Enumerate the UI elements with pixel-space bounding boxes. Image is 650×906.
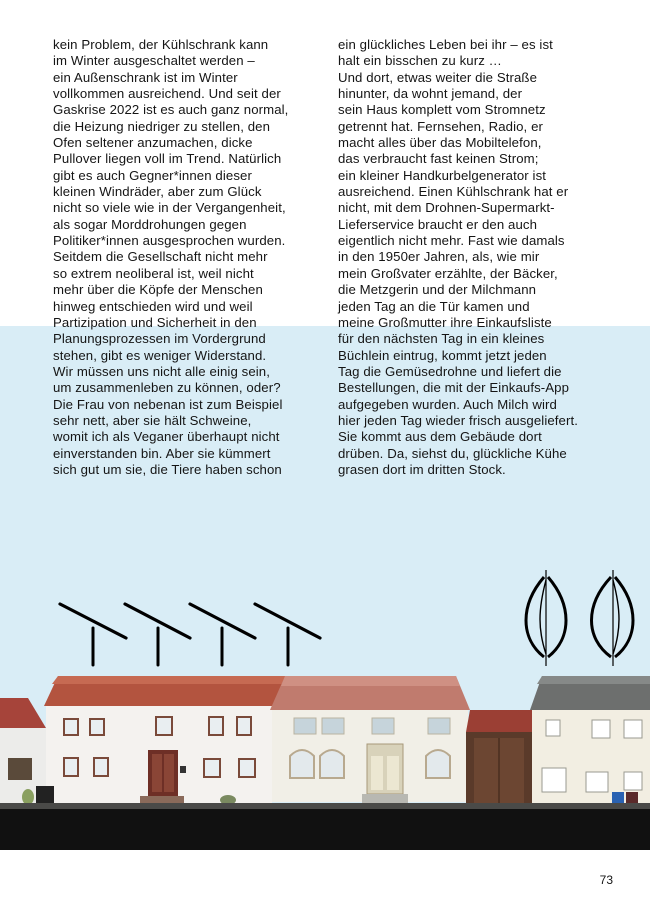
text-line: jeden Tag an die Tür kamen und [338,298,530,314]
text-line: Ofen seltener anzumachen, dicke [53,135,253,151]
text-line: getrennt hat. Fernsehen, Radio, er [338,118,543,134]
text-line: das verbraucht fast keinen Strom; [338,151,539,167]
wind-turbine [255,604,320,665]
text-line: ausreichend. Einen Kühlschrank hat er [338,184,569,200]
text-line: ein glückliches Leben bei ihr – es ist [338,37,553,52]
text-line: sich gut um sie, die Tiere haben schon [53,461,282,477]
text-line: Lieferservice braucht er den auch [338,216,538,232]
text-line: ein Außenschrank ist im Winter [53,69,238,85]
text-line: gibt es auch Gegner*innen dieser [53,167,252,183]
text-line: einverstanden bin. Aber sie kümmert [53,445,271,461]
text-line: Pullover liegen voll im Trend. Natürlich [53,151,282,167]
text-line: im Winter ausgeschaltet werden – [53,53,255,69]
text-line: nicht so viele wie in der Vergangenheit, [53,200,286,216]
text-line: Planungsprozessen im Vordergrund [53,331,266,347]
text-line: meine Großmutter ihre Einkaufsliste [338,314,552,330]
text-line: Büchlein eintrug, kommt jetzt jeden [338,347,547,363]
village-street-illustration [0,520,650,860]
text-line: die Metzgerin und der Milchmann [338,282,537,298]
text-line: nicht, mit dem Drohnen-Supermarkt- [338,200,555,216]
vertical-wind-turbine [592,570,634,666]
text-line: Gaskrise 2022 ist es auch ganz normal, [53,102,289,118]
text-line: Wir müssen uns nicht alle einig sein, [53,363,270,379]
text-line: vollkommen ausreichend. Und seit der [53,86,281,102]
wind-turbine [60,604,126,665]
page-number: 73 [599,873,613,887]
text-column-right [338,37,628,478]
shrub [22,789,34,805]
curb [0,803,650,809]
text-line: Bestellungen, die mit der Einkaufs-App [338,380,570,396]
text-line: kleinen Windräder, aber zum Glück [53,184,262,200]
text-line: hier jeden Tag wieder frisch ausgeliefert. [338,412,578,428]
text-line: hinunter, da wohnt jemand, der [338,86,523,102]
text-line: die Heizung niedriger zu stellen, den [53,118,271,134]
text-line: Sie kommt aus dem Gebäude dort [338,429,542,445]
house [36,676,312,806]
text-line: Tag die Gemüsedrohne und liefert die [338,363,562,379]
text-line: aufgegeben wurden. Auch Milch wird [338,396,557,412]
text-line: in den 1950er Jahren, als, wie mir [338,249,540,265]
wind-turbine [190,604,255,665]
text-line: Politiker*innen ausgesprochen wurden. [53,233,286,249]
text-line: sehr nett, aber sie hält Schweine, [53,412,252,428]
text-line: kein Problem, der Kühlschrank kann [53,37,269,52]
text-line: um zusammenleben zu können, oder? [53,380,281,396]
text-line: womit ich als Veganer überhaupt nicht [53,429,280,445]
text-line: Seitdem die Gesellschaft nicht mehr [53,249,268,265]
house [466,710,532,808]
house [530,676,650,810]
text-line: ein kleiner Handkurbelgenerator ist [338,167,547,183]
text-line: halt ein bisschen zu kurz … [338,53,502,69]
text-line: hinweg entschieden wird und weil [53,298,253,314]
text-line: mehr über die Köpfe der Menschen [53,282,263,298]
text-line: drüben. Da, siehst du, glückliche Kühe [338,445,567,461]
vertical-wind-turbine [526,570,566,666]
text-line: Partizipation und Sicherheit in den [53,314,257,330]
text-line: eigentlich nicht mehr. Fast wie damals [338,233,565,249]
text-line: macht alles über das Mobiltelefon, [338,135,542,151]
text-line: für den nächsten Tag in ein kleines [338,331,545,347]
text-line: grasen dort im dritten Stock. [338,461,506,477]
text-line: so extrem neoliberal ist, weil nicht [53,265,254,281]
text-line: Die Frau von nebenan ist zum Beispiel [53,396,283,412]
street [0,806,650,850]
text-line: als sogar Morddrohungen gegen [53,216,247,232]
text-line: stehen, gibt es weniger Widerstand. [53,347,267,363]
text-line: sein Haus komplett vom Stromnetz [338,102,546,118]
text-line: Und dort, etwas weiter die Straße [338,69,538,85]
text-line: mein Großvater erzählte, der Bäcker, [338,265,558,281]
wind-turbine [125,604,190,665]
house [270,676,470,804]
text-column-left [53,37,335,478]
